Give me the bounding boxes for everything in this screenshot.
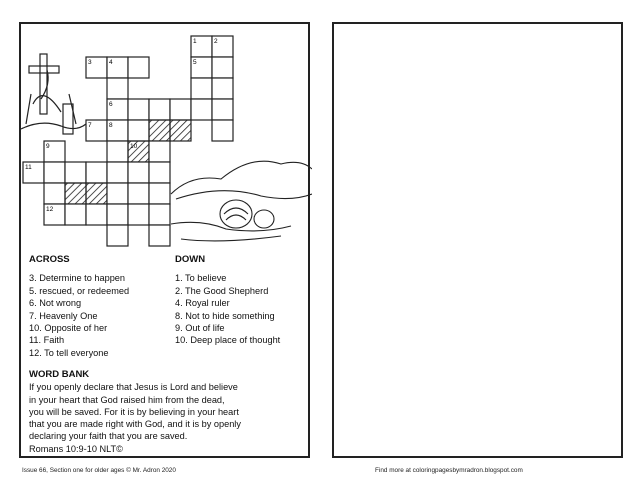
crossword-cell[interactable]: [149, 141, 170, 162]
verse-line: in your heart that God raised him from the dead,: [29, 394, 225, 405]
down-column: [175, 254, 280, 347]
crossword-cell[interactable]: [107, 162, 128, 183]
clue-number: 8: [109, 122, 113, 129]
clue-number: 6: [109, 101, 113, 108]
crossword-cell[interactable]: [191, 78, 212, 99]
across-clue: 11. Faith: [29, 335, 65, 346]
verse-line: you will be saved. For it is by believing in your heart: [29, 406, 239, 417]
crossword-cell[interactable]: [107, 204, 128, 225]
down-clue: 1. To believe: [175, 273, 227, 284]
crossword-cell[interactable]: [107, 183, 128, 204]
crossword-cells: [23, 36, 233, 246]
right-page-blank: [332, 22, 623, 458]
word-bank-heading: WORD BANK: [29, 369, 90, 380]
down-clue: 9. Out of life: [175, 323, 225, 334]
across-clue: 6. Not wrong: [29, 298, 82, 309]
verse-reference: Romans 10:9-10 NLT©: [29, 443, 123, 454]
crossword-cell[interactable]: [107, 78, 128, 99]
crossword-cell[interactable]: [149, 225, 170, 246]
across-column: [29, 254, 129, 359]
clue-number: 3: [88, 59, 92, 66]
clue-number: 2: [214, 38, 218, 45]
across-clue: 5. rescued, or redeemed: [29, 285, 130, 296]
footer-credit: Issue 66, Section one for older ages © Mr. Adron 2020: [22, 467, 176, 474]
crossword-cell[interactable]: [128, 162, 149, 183]
crossword-cell[interactable]: [128, 183, 149, 204]
down-clue: 8. Not to hide something: [175, 310, 275, 321]
crossword-grid: [21, 24, 312, 269]
crossword-cell[interactable]: [65, 204, 86, 225]
verse-line: If you openly declare that Jesus is Lord and believe: [29, 382, 238, 393]
crossword-cell[interactable]: [149, 162, 170, 183]
crossword-cell[interactable]: [212, 120, 233, 141]
tomb-illustration: [171, 161, 312, 241]
crossword-cell[interactable]: [149, 204, 170, 225]
verse-line: declaring your faith that you are saved.: [29, 431, 188, 442]
shaded-cell: [65, 183, 86, 204]
crossword-cell[interactable]: [44, 162, 65, 183]
across-heading: ACROSS: [29, 254, 70, 265]
crossword-cell[interactable]: [191, 99, 212, 120]
crossword-cell[interactable]: [107, 225, 128, 246]
crossword-cell[interactable]: [44, 183, 65, 204]
crossword-cell[interactable]: [128, 120, 149, 141]
crossword-cell[interactable]: [170, 99, 191, 120]
crossword-cell[interactable]: [128, 204, 149, 225]
clue-number: 1: [193, 38, 197, 45]
crossword-cell[interactable]: [128, 57, 149, 78]
crossword-cell[interactable]: [128, 99, 149, 120]
clue-number: 4: [109, 59, 113, 66]
clue-number: 7: [88, 122, 92, 129]
down-clue: 4. Royal ruler: [175, 298, 230, 309]
left-page: [19, 22, 310, 458]
across-clue: 12. To tell everyone: [29, 347, 109, 358]
crossword-cell[interactable]: [212, 78, 233, 99]
clue-number: 9: [46, 143, 50, 150]
across-clue: 3. Determine to happen: [29, 273, 126, 284]
down-clue: 2. The Good Shepherd: [175, 285, 269, 296]
crossword-cell[interactable]: [212, 99, 233, 120]
across-clue: 10. Opposite of her: [29, 323, 108, 334]
clue-number: 10: [130, 143, 138, 150]
clue-number: 5: [193, 59, 197, 66]
across-clue: 7. Heavenly One: [29, 310, 98, 321]
crossword-cell[interactable]: [107, 141, 128, 162]
down-clue: 10. Deep place of thought: [175, 335, 281, 346]
footer-link[interactable]: Find more at coloringpagesbymradron.blogspot.com: [375, 467, 523, 474]
shaded-cell: [86, 183, 107, 204]
clue-number: 11: [25, 164, 32, 171]
crossword-cell[interactable]: [212, 57, 233, 78]
shaded-cell: [149, 120, 170, 141]
cross-illustration: [21, 54, 86, 134]
down-heading: DOWN: [175, 254, 206, 265]
crossword-cell[interactable]: [149, 99, 170, 120]
shaded-cell: [170, 120, 191, 141]
crossword-cell[interactable]: [86, 162, 107, 183]
crossword-cell[interactable]: [149, 183, 170, 204]
word-bank: [29, 369, 311, 455]
verse-line: that you are made right with God, and it is by openly: [29, 419, 241, 430]
clue-number: 12: [46, 206, 54, 213]
crossword-cell[interactable]: [86, 204, 107, 225]
crossword-cell[interactable]: [65, 162, 86, 183]
